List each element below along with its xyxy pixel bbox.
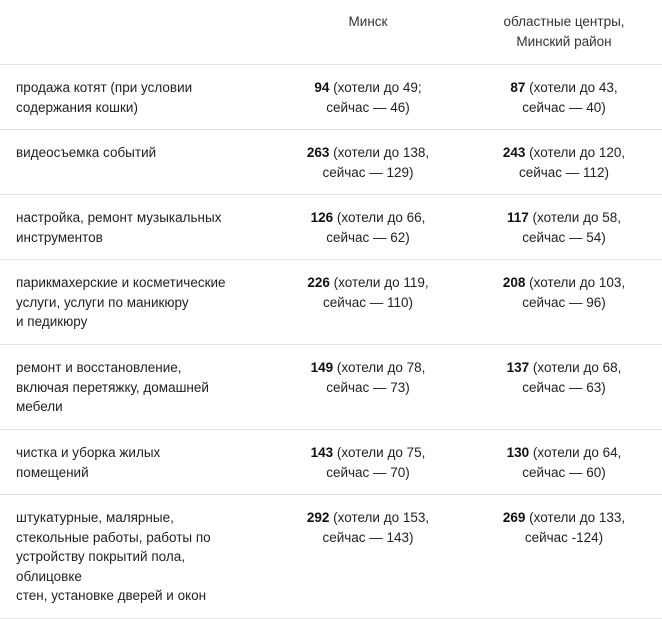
minsk-price-value: 149 [310,360,334,375]
minsk-price-note: (хотели до 78, [333,360,426,375]
regions-price-current: сейчас — 63) [522,379,606,395]
minsk-price-note: (хотели до 75, [333,445,426,460]
service-line: и педикюру [16,314,88,329]
regions-price-current: сейчас — 40) [522,99,606,115]
regions-price-note: (хотели до 64, [529,445,622,460]
minsk-price-current: сейчас — 46) [326,99,410,115]
minsk-price-note: (хотели до 49; [329,80,422,95]
service-line: стен, установке дверей и окон [16,588,207,603]
service-line: парикмахерские и косметические [16,275,226,290]
minsk-price-note: (хотели до 153, [329,510,430,525]
service-line: видеосъемка событий [16,145,157,160]
regions-price-value: 117 [506,210,529,225]
regions-price-current: сейчас -124) [524,529,604,545]
regions-price-cell [466,358,662,429]
table-row [0,260,662,345]
regions-price-note: (хотели до 58, [528,210,621,225]
minsk-price-value: 263 [306,145,330,160]
minsk-price-current: сейчас — 143) [322,529,414,545]
minsk-price-current: сейчас — 73) [326,379,410,395]
regions-price-current: сейчас — 60) [522,464,606,480]
service-line: инструментов [16,229,103,245]
minsk-price-note: (хотели до 119, [329,275,429,290]
header-regions [466,12,662,64]
minsk-price-cell [270,143,466,194]
table-row [0,65,662,130]
regions-price-value: 269 [502,510,526,525]
service-line: услуги, услуги по маникюру [16,294,189,310]
minsk-price-value: 143 [310,445,334,460]
service-line: включая перетяжку, домашней [16,379,209,395]
table-row [0,495,662,619]
header-regions-label-2: Минский район [516,33,612,49]
minsk-price-value: 226 [307,275,330,290]
service-line: мебели [16,399,63,414]
regions-price-cell [466,143,662,194]
service-cell [0,143,270,194]
service-cell [0,358,270,429]
minsk-price-current: сейчас — 129) [322,164,414,180]
service-cell [0,443,270,494]
service-line: стекольные работы, работы по [16,529,211,545]
regions-price-note: (хотели до 120, [525,145,626,160]
regions-price-current: сейчас — 96) [522,294,606,310]
service-line: ремонт и восстановление, [16,360,182,375]
regions-price-value: 130 [506,445,530,460]
header-service-cell [0,12,270,64]
regions-price-note: (хотели до 133, [525,510,626,525]
minsk-price-value: 126 [310,210,334,225]
regions-price-current: сейчас — 112) [518,164,610,180]
minsk-price-current: сейчас — 70) [326,464,410,480]
regions-price-note: (хотели до 103, [525,275,626,290]
regions-price-cell [466,273,662,344]
header-minsk [270,12,466,64]
table-row [0,345,662,430]
service-line: чистка и уборка жилых [16,445,161,460]
regions-price-cell [466,78,662,129]
table-row [0,130,662,195]
minsk-price-cell [270,443,466,494]
table-header-row [0,0,662,65]
service-line: устройству покрытий пола, [16,549,186,564]
header-regions-label-1: областные центры, [503,14,625,29]
minsk-price-note: (хотели до 66, [333,210,426,225]
header-minsk-label: Минск [348,14,388,29]
service-line: облицовке [16,568,82,584]
table-row [0,430,662,495]
regions-price-cell [466,443,662,494]
regions-price-value: 87 [510,80,526,95]
service-cell [0,78,270,129]
service-cell [0,273,270,344]
regions-price-cell [466,508,662,618]
regions-price-value: 137 [506,360,530,375]
minsk-price-cell [270,273,466,344]
table-row [0,195,662,260]
service-line: содержания кошки) [16,99,138,115]
regions-price-value: 208 [502,275,526,290]
minsk-price-current: сейчас — 110) [322,294,414,310]
minsk-price-cell [270,78,466,129]
minsk-price-cell [270,508,466,618]
minsk-price-note: (хотели до 138, [329,145,430,160]
minsk-price-current: сейчас — 62) [326,229,410,245]
minsk-price-value: 292 [306,510,330,525]
minsk-price-value: 94 [314,80,330,95]
service-line: помещений [16,464,89,480]
service-cell [0,508,270,618]
service-cell [0,208,270,259]
regions-price-note: (хотели до 43, [525,80,618,95]
regions-price-cell [466,208,662,259]
minsk-price-cell [270,208,466,259]
regions-price-current: сейчас — 54) [522,229,606,245]
service-line: штукатурные, малярные, [16,510,174,525]
service-line: настройка, ремонт музыкальных [16,210,222,225]
regions-price-note: (хотели до 68, [529,360,622,375]
service-line: продажа котят (при условии [16,80,193,95]
minsk-price-cell [270,358,466,429]
regions-price-value: 243 [502,145,526,160]
